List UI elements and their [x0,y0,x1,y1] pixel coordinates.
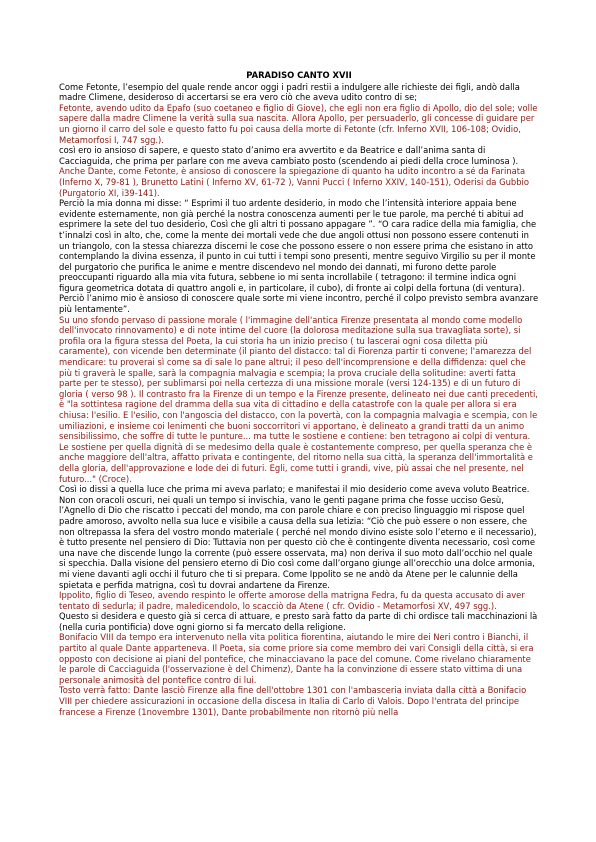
paragraph-5: Perciò la mia donna mi disse: “ Esprimi il tuo ardente desiderio, in modo che l’intensità interiore appaia bene evidente esternamente, non già perché la nostra conoscenza aumenti per le tue parole, ma perché ti abitui ad esprimere la sete del tuo desiderio, Così che gli altri ti possano appagare ”. “O cara radice della mia famiglia, che t’innalzi così in alto, che, come la mente dei mortali vede che due angoli ottusi non possono essere contenuti in un triangolo, con la stessa chiarezza discerni le cose che possono essere o non essere prima che esistano in atto contemplando la divina essenza, il punto in cui tutti i tempi sono presenti, mentre seguivo Virgilio su per il monte del purgatorio che purifica le anime e mentre discendevo nel mondo dei dannati, mi furono dette parole preoccupanti riguardo alla mia vita futura, sebbene io mi senta incrollabile ( tetragono: il termine indica ogni figura geometrica dotata di quattro angoli e, in particolare, il cubo), di fronte ai colpi della fortuna (di ventura). Perciò l’animo mio è ansioso di conoscere quale sorte mi viene incontro, perché il colpo previsto sembra avanzare più lentamente”. [59,198,539,315]
paragraph-10: Bonifacio VIII da tempo era intervenuto nella vita politica fiorentina, aiutando le mire dei Neri contro i Bianchi, il partito al quale Dante apparteneva. Il Poeta, sia come priore sia come membro dei vari Consigli della città, si era opposto con decisione ai piani del pontefice, che minacciavano la pace del comune. Come rivelano chiaramente le parole di Cacciaguida (l'osservazione è del Chimenz), Dante ha la convinzione di essere stato vittima di una personale animosità del pontefice contro di lui. [59,632,534,685]
paragraph-6: Su uno sfondo pervaso di passione morale ( l'immagine dell'antica Firenze presentata al mondo come modello dell'invocato rinnovamento) e di note intime del cuore (la dolorosa meditazione sulla sua travagliata sorte), si profila ora la figura stessa del Poeta, la cui storia ha un inizio preciso ( tu lascerai ogni cosa diletta più caramente), con vicende ben determinate (il pianto del distacco: tal di Fiorenza partir ti convene; l'amarezza del mendicare: tu proverai sì come sa di sale lo pane altrui; il peso dell'incomprensione e della diffidenza: quel che più ti graverà le spalle, sarà la compagnia malvagia e scempia; la prova cruciale della solitudine: averti fatta parte per te stesso), per sublimarsi poi nella certezza di una missione morale (versi 124-135) e di un futuro di gloria ( verso 98 ). Il contrasto fra la Firenze di un tempo e la Firenze presente, delineato nei due canti precedenti, è "la sottintesa ragione del dramma della sua vita di cittadino e della catastrofe con la quale per allora si era chiusa: l'esilio. E l'esilio, con l'angoscia del distacco, con la povertà, con la compagnia malvagia e scempia, con le umiliazioni, e insieme coi lenimenti che buoni soccorritori vi apportano, è delineato a grandi tratti da un animo sensibilissimo, che soffre di tutte le punture... ma tutte le sostiene e contiene: ben tetragono ai colpi di ventura. Le sostiene per quella dignità di se medesimo della quale è costantemente compreso, per quella speranza che è anche maggiore dell'altra, affatto privata e contingente, del ritorno nella sua città, la speranza dell'immortalità e della gloria, dell'approvazione e lode dei di futuri. Egli, come tutti i grandi, vive, più assai che nel presente, nel futuro..." (Croce). [59,314,538,484]
paragraph-11: Tosto verrà fatto: Dante lasciò Firenze alla fine dell'ottobre 1301 con l'ambasceria inviata dalla città a Bonifacio VIII per chiedere assicurazioni in occasione della discesa in Italia di Carlo di Valois. Dopo l'entrata del principe francese a Firenze (1novembre 1301), Dante probabilmente non ritornò più nella [59,685,527,717]
page-title: PARADISO CANTO XVII [246,70,352,80]
document-page [59,70,539,717]
paragraph-9: Questo si desidera e questo già si cerca di attuare, e presto sarà fatto da parte di chi ordisce tali macchinazioni là (nella curia pontificia) dove ogni giorno si fa mercato della religione. [59,611,538,632]
paragraph-4: Anche Dante, come Fetonte, è ansioso di conoscere la spiegazione di quanto ha udito incontro a sé da Farinata (Inferno X, 79-81 ), Brunetto Latini ( Inferno XV, 61-72 ), Vanni Pucci ( Inferno XXIV, 140-151), Oderisi da Gubbio (Purgatorio XI, i39-141). [59,166,529,198]
paragraph-2: Fetonte, avendo udito da Epafo (suo coetaneo e figlio di Giove), che egli non era figlio di Apollo, dio del sole; volle sapere dalla madre Climene la verità sulla sua nascita. Allora Apollo, per persuaderlo, gli concesse di guidare per un giorno il carro del sole e questo fatto fu poi causa della morte di Fetonte (cfr. Inferno XVII, 106-108; Ovidio, Metamorfosi I, 747 sgg.). [59,102,538,145]
paragraph-1: Come Fetonte, l’esempio del quale rende ancor oggi i padri restii a indulgere alle richieste dei figli, andò dalla madre Climene, desideroso di accertarsi se era vero ciò che aveva udito contro di se; [59,81,520,103]
paragraph-3: così ero io ansioso di sapere, e questo stato d’animo era avvertito e da Beatrice e dall’anima santa di Cacciaguida, che prima per parlare con me aveva cambiato posto (scendendo ai piedi della croce luminosa ). [59,145,519,166]
paragraph-8: Ippolito, figlio di Teseo, avendo respinto le offerte amorose della matrigna Fedra, fu da questa accusato di aver tentato di sedurla; il padre, maledicendolo, lo scacciò da Atene ( cfr. Ovidio - Metamorfosi XV, 497 sgg.). [59,590,525,611]
paragraph-7: Così io dissi a quella luce che prima mi aveva parlato; e manifestai il mio desiderio come aveva voluto Beatrice. Non con oracoli oscuri, nei quali un tempo si invischia, vano le genti pagane prima che fosse ucciso Gesù, l’Agnello di Dio che riscatto i peccati del mondo, ma con parole chiare e con preciso linguaggio mi rispose quel padre amoroso, avvolto nella sua luce e visibile a causa della sua letizia: “Ciò che può essere o non essere, che non oltrepassa la sfera del vostro mondo materiale ( perché nel mondo divino esiste solo l’eterno e il necessario), è tutto presente nel pensiero di Dio: Tuttavia non per questo ciò che è contingente diventa necessario, così come una nave che discende lungo la corrente (può essere osservata, ma) non deriva il suo moto dall’occhio nel quale si specchia. Dalla visione del pensiero eterno di Dio così come dall’organo giunge all’orecchio una dolce armonia, mi viene davanti agli occhi il futuro che ti si prepara. Come Ippolito se ne andò da Atene per le calunnie della spietata e perfida matrigna, così tu dovrai andartene da Firenze. [59,484,537,590]
